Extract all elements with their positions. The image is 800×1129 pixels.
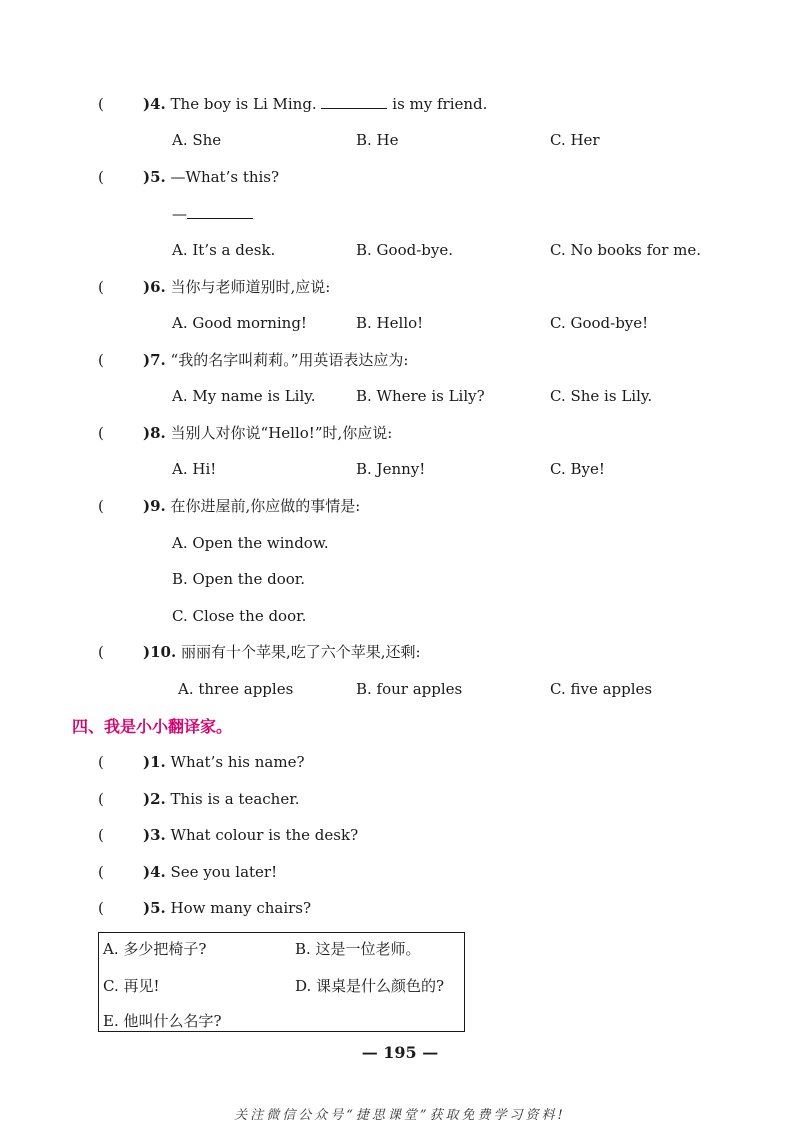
- option-b: B. Jenny!: [356, 460, 426, 478]
- option-a: A. Good morning!: [172, 314, 307, 332]
- option-c: C. Good-bye!: [550, 314, 649, 332]
- option-c: C. five apples: [550, 680, 653, 698]
- option-c: C. Close the door.: [172, 607, 307, 625]
- box-option-b: B. 这是一位老师。: [295, 940, 421, 958]
- page-number: — 195 —: [361, 1043, 439, 1062]
- option-b: B. Hello!: [356, 314, 424, 332]
- box-option-a: A. 多少把椅子?: [103, 940, 207, 958]
- dash: —: [172, 205, 187, 223]
- question-text-after: is my friend.: [392, 95, 488, 113]
- question-text: 丽丽有十个苹果,吃了六个苹果,还剩:: [176, 643, 421, 661]
- option-b: B. Good-bye.: [356, 241, 453, 259]
- option-a: A. My name is Lily.: [172, 387, 316, 405]
- question-text: “我的名字叫莉莉。”用英语表达应为:: [165, 351, 409, 369]
- box-option-c: C. 再见!: [103, 977, 160, 995]
- option-b: B. Open the door.: [172, 570, 306, 588]
- answer-paren: (: [98, 168, 104, 186]
- question-10: [98, 642, 421, 662]
- answer-paren: (: [98, 753, 104, 771]
- option-c: C. Her: [550, 131, 600, 149]
- question-text: What colour is the desk?: [165, 826, 359, 844]
- translation-options-box: [98, 932, 465, 1032]
- question-5: [98, 167, 279, 187]
- translate-item-5: [98, 898, 311, 918]
- answer-paren: (: [98, 826, 104, 844]
- answer-paren: (: [98, 278, 104, 296]
- question-number: )6.: [143, 278, 166, 296]
- question-text: This is a teacher.: [165, 790, 300, 808]
- question-text: The boy is Li Ming.: [165, 95, 317, 113]
- question-number: )3.: [143, 826, 166, 844]
- question-number: )5.: [143, 168, 166, 186]
- answer-paren: (: [98, 790, 104, 808]
- question-number: )4.: [143, 863, 166, 881]
- question-text: 当你与老师道别时,应说:: [165, 278, 331, 296]
- question-number: )7.: [143, 351, 166, 369]
- option-a: A. Open the window.: [172, 534, 329, 552]
- fill-blank: [321, 94, 387, 109]
- question-7: [98, 350, 408, 370]
- option-b: B. four apples: [356, 680, 463, 698]
- answer-paren: (: [98, 899, 104, 917]
- question-number: )8.: [143, 424, 166, 442]
- question-number: )9.: [143, 497, 166, 515]
- question-6: [98, 277, 330, 297]
- answer-paren: (: [98, 643, 104, 661]
- question-number: )10.: [143, 643, 177, 661]
- question-text: 在你进屋前,你应做的事情是:: [165, 497, 361, 515]
- translate-item-2: [98, 789, 300, 809]
- translate-item-1: [98, 752, 305, 772]
- fill-blank: [187, 204, 253, 219]
- question-text: 当别人对你说“Hello!”时,你应说:: [165, 424, 393, 442]
- translate-item-4: [98, 862, 277, 882]
- answer-paren: (: [98, 424, 104, 442]
- box-option-d: D. 课桌是什么颜色的?: [295, 977, 445, 995]
- answer-paren: (: [98, 863, 104, 881]
- option-a: A. It’s a desk.: [172, 241, 276, 259]
- section-title: 四、我是小小翻译家。: [72, 717, 233, 736]
- question-text: —What’s this?: [165, 168, 280, 186]
- option-b: B. Where is Lily?: [356, 387, 485, 405]
- answer-line: [172, 204, 253, 224]
- question-4: [98, 94, 487, 114]
- option-c: C. No books for me.: [550, 241, 702, 259]
- answer-paren: (: [98, 497, 104, 515]
- option-a: A. three apples: [178, 680, 294, 698]
- option-c: C. She is Lily.: [550, 387, 653, 405]
- question-text: What’s his name?: [165, 753, 305, 771]
- question-number: )4.: [143, 95, 166, 113]
- option-b: B. He: [356, 131, 399, 149]
- option-c: C. Bye!: [550, 460, 605, 478]
- answer-paren: (: [98, 351, 104, 369]
- footer-note: 关注微信公众号“捷思课堂”获取免费学习资料!: [234, 1108, 566, 1123]
- question-number: )2.: [143, 790, 166, 808]
- answer-paren: (: [98, 95, 104, 113]
- question-9: [98, 496, 360, 516]
- box-option-e: E. 他叫什么名字?: [103, 1012, 222, 1030]
- question-text: See you later!: [165, 863, 278, 881]
- translate-item-3: [98, 825, 358, 845]
- question-8: [98, 423, 392, 443]
- option-a: A. She: [172, 131, 222, 149]
- question-number: )5.: [143, 899, 166, 917]
- question-number: )1.: [143, 753, 166, 771]
- option-a: A. Hi!: [172, 460, 217, 478]
- question-text: How many chairs?: [165, 899, 312, 917]
